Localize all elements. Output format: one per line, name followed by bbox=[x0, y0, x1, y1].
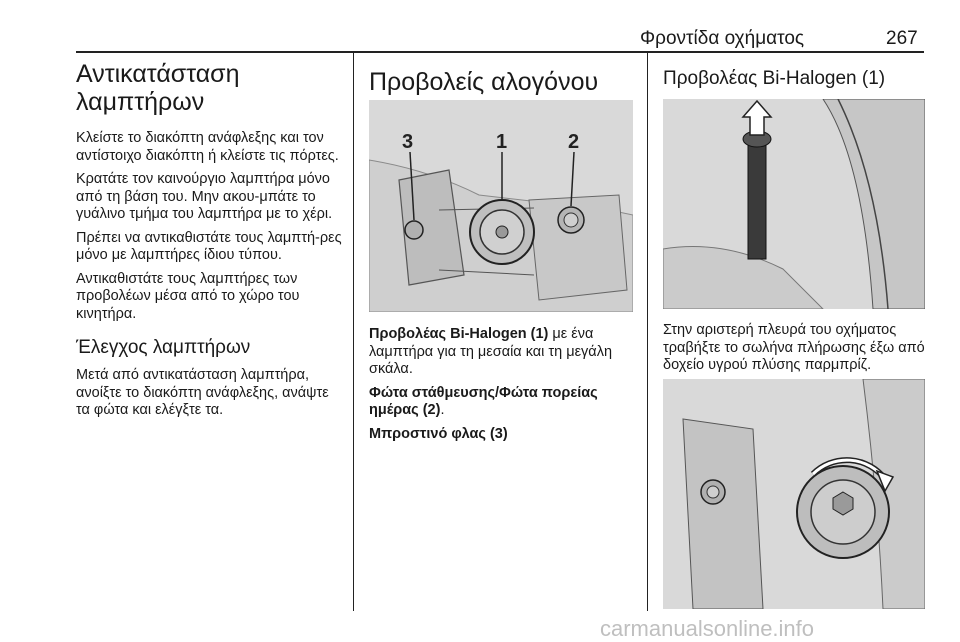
figure-label-1: 1 bbox=[496, 131, 508, 153]
washer-pipe-illustration bbox=[663, 99, 925, 309]
page-number: 267 bbox=[886, 28, 918, 49]
section-title bbox=[76, 60, 346, 116]
item-front-indicator bbox=[369, 426, 637, 444]
item-parking-lights bbox=[369, 385, 637, 420]
bulb-holder-illustration bbox=[663, 379, 925, 609]
column-2-text bbox=[369, 326, 637, 443]
item-bi-halogen-desc: με ένα λαμπτήρα για τη μεσαία και τη μεγάλη σκάλα. bbox=[369, 326, 613, 377]
header-section-title: Φροντίδα οχήματος bbox=[640, 28, 805, 49]
heading-halogen-headlights: Προβολείς αλογόνου bbox=[369, 68, 599, 96]
header-rule bbox=[76, 51, 924, 53]
column-1 bbox=[76, 60, 346, 420]
column-3-text bbox=[663, 322, 928, 375]
item-parking-lights-label: Φώτα στάθμευσης/Φώτα πορείας ημέρας (2) bbox=[369, 384, 598, 418]
figure-label-2: 2 bbox=[568, 131, 580, 153]
paragraph-switch-off: Κλείστε το διακόπτη ανάφλεξης και τον αντίστοιχο διακόπτη ή κλείστε τις πόρτες. bbox=[76, 130, 339, 164]
paragraph-engine-bay: Αντικαθιστάτε τους λαμπτήρες των προβολέων μέσα από το χώρο του κινητήρα. bbox=[76, 270, 300, 322]
section-title-line2: λαμπτήρων bbox=[76, 88, 205, 116]
watermark: carmanualsonline.info bbox=[600, 616, 815, 641]
column-divider-2 bbox=[647, 53, 648, 611]
column-2 bbox=[369, 60, 635, 96]
washer-pipe-figure bbox=[663, 99, 925, 309]
item-parking-lights-desc: . bbox=[440, 402, 445, 418]
paragraph-hold-bulb: Κρατάτε τον καινούργιο λαμπτήρα μόνο από τη βάση του. Μην ακου-μπάτε το γυάλινο τμήμα του λαμπτήρα με το χέρι. bbox=[76, 171, 333, 222]
item-bi-halogen-label: Προβολέας Bi-Halogen (1) bbox=[369, 326, 549, 342]
paragraph-same-type: Πρέπει να αντικαθιστάτε τους λαμπτή-ρες μόνο με λαμπτήρες ίδιου τύπου. bbox=[76, 229, 342, 263]
heading-bi-halogen: Προβολέας Bi-Halogen (1) bbox=[663, 68, 886, 89]
paragraph-washer-pipe: Στην αριστερή πλευρά του οχήματος τραβήξτε το σωλήνα πλήρωσης έξω από δοχείο υγρού πλύσης παρμπρίζ. bbox=[663, 322, 925, 373]
item-bi-halogen bbox=[369, 326, 637, 379]
column-divider-1 bbox=[353, 53, 354, 611]
column-3 bbox=[663, 60, 925, 90]
headlight-illustration bbox=[369, 100, 633, 312]
bulb-holder-figure bbox=[663, 379, 925, 609]
subheading-bulb-check: Έλεγχος λαμπτήρων bbox=[76, 337, 251, 358]
paragraph-bulb-check: Μετά από αντικατάσταση λαμπτήρα, ανοίξτε το διακόπτη ανάφλεξης, ανάψτε τα φώτα και ελέγξτε τα. bbox=[76, 367, 329, 418]
figure-label-3: 3 bbox=[402, 131, 414, 153]
item-front-indicator-label: Μπροστινό φλας (3) bbox=[369, 425, 508, 442]
section-title-line1: Αντικατάσταση bbox=[76, 60, 240, 88]
headlight-figure bbox=[369, 100, 633, 312]
